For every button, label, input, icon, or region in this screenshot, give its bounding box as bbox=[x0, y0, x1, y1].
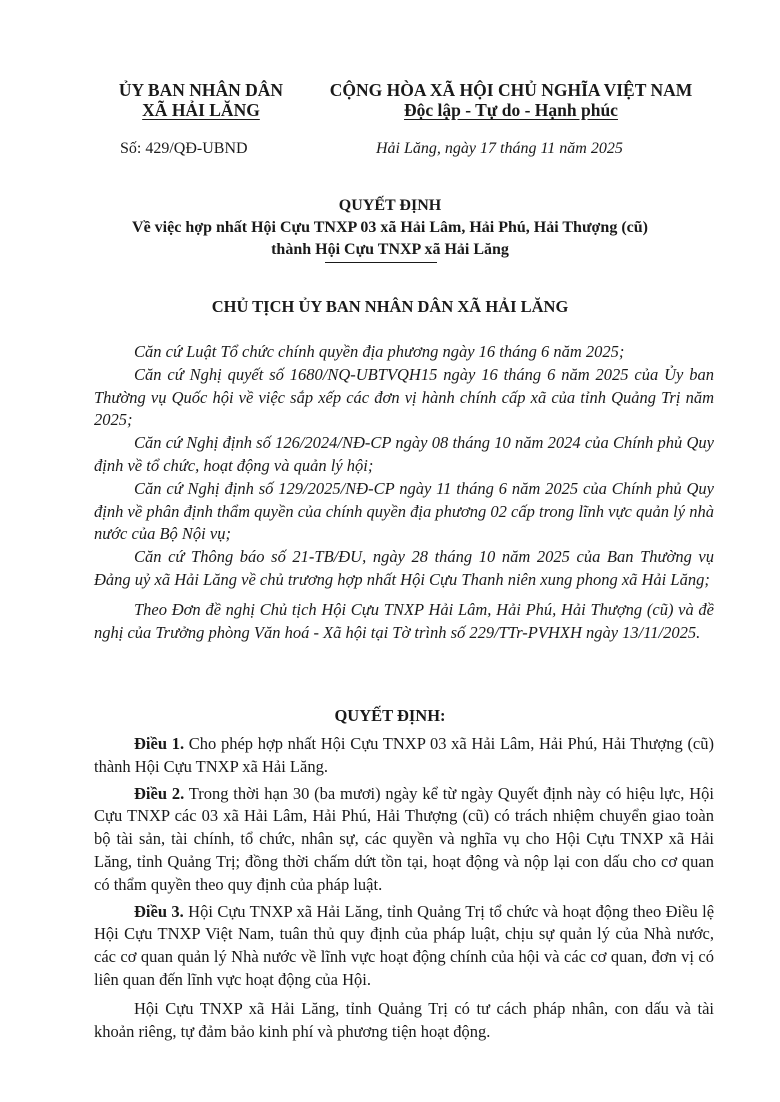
decision-heading: QUYẾT ĐỊNH: bbox=[334, 706, 446, 725]
basis-item: Căn cứ Luật Tổ chức chính quyền địa phương ngày 16 tháng 6 năm 2025; bbox=[134, 342, 625, 361]
article-1-text: Cho phép hợp nhất Hội Cựu TNXP 03 xã Hải Lâm, Hải Phú, Hải Thượng (cũ) thành Hội Cựu TNXP xã Hải Lăng. bbox=[94, 734, 715, 776]
document-title bbox=[60, 195, 720, 261]
title-subject-line1: Về việc hợp nhất Hội Cựu TNXP 03 xã Hải Lâm, Hải Phú, Hải Thượng (cũ) bbox=[132, 219, 648, 236]
article-3-label: Điều 3. bbox=[134, 901, 184, 921]
issuing-authority-line1: ỦY BAN NHÂN DÂN bbox=[118, 80, 284, 100]
issuing-authority bbox=[106, 80, 296, 120]
document-number: Số: 429/QĐ-UBND bbox=[120, 140, 248, 157]
national-motto bbox=[306, 80, 716, 120]
authority-heading: CHỦ TỊCH ỦY BAN NHÂN DÂN XÃ HẢI LĂNG bbox=[211, 297, 569, 316]
article-2-label: Điều 2. bbox=[134, 783, 185, 803]
document-date: Hải Lăng, ngày 17 tháng 11 năm 2025 bbox=[376, 140, 623, 157]
basis-item: Căn cứ Nghị quyết số 1680/NQ-UBTVQH15 ngày 16 tháng 6 năm 2025 của Ủy ban Thường vụ Quốc hội về việc sắp xếp các đơn vị hành chính cấp xã của tỉnh Quảng Trị năm 2025; bbox=[94, 364, 714, 430]
basis-item: Căn cứ Nghị định số 126/2024/NĐ-CP ngày 08 tháng 10 năm 2024 của Chính phủ Quy định về tổ chức, hoạt động và quản lý hội; bbox=[94, 433, 714, 475]
title-subject-line2: thành Hội Cựu TNXP xã Hải Lăng bbox=[271, 241, 509, 258]
closing-paragraph: Hội Cựu TNXP xã Hải Lăng, tỉnh Quảng Trị có tư cách pháp nhân, con dấu và tài khoản riêng, tự đảm bảo kinh phí và phương tiện hoạt động. bbox=[94, 998, 714, 1041]
article-1-label: Điều 1. bbox=[134, 734, 185, 753]
title-underline bbox=[325, 262, 437, 263]
title-heading: QUYẾT ĐỊNH bbox=[338, 197, 442, 214]
basis-item: Căn cứ Nghị định số 129/2025/NĐ-CP ngày 11 tháng 6 năm 2025 của Chính phủ Quy định về phân định thẩm quyền của chính quyền địa phương 02 cấp trong lĩnh vực quản lý nhà nước của Bộ Nội vụ; bbox=[94, 478, 714, 544]
motto-line: Độc lập - Tự do - Hạnh phúc bbox=[404, 100, 618, 120]
issuing-authority-line2: XÃ HẢI LĂNG bbox=[142, 100, 260, 120]
basis-item: Căn cứ Thông báo số 21-TB/ĐU, ngày 28 tháng 10 năm 2025 của Ban Thường vụ Đảng uỷ xã Hải Lăng về chủ trương hợp nhất Hội Cựu Thanh niên xung phong xã Hải Lăng; bbox=[94, 547, 714, 589]
national-name: CỘNG HÒA XÃ HỘI CHỦ NGHĨA VIỆT NAM bbox=[329, 80, 693, 100]
article-2-text: Trong thời hạn 30 (ba mươi) ngày kể từ ngày Quyết định này có hiệu lực, Hội Cựu TNXP các 03 xã Hải Lâm, Hải Phú, Hải Thượng (cũ) có trách nhiệm chuyển giao toàn bộ tài sản, tài chính, tổ chức, nhân sự, các quyền và nghĩa vụ cho Hội Cựu TNXP xã Hải Lăng, tỉnh Quảng Trị; đồng thời chấm dứt tồn tại, hoạt động và nộp lại con dấu cho cơ quan có thẩm quyền theo quy định của pháp luật. bbox=[94, 783, 714, 894]
article-3-text: Hội Cựu TNXP xã Hải Lăng, tỉnh Quảng Trị tổ chức và hoạt động theo Điều lệ Hội Cựu TNXP Việt Nam, tuân thủ quy định của pháp luật, chịu sự quản lý của Nhà nước, các cơ quan quản lý Nhà nước về lĩnh vực hoạt động chính của hội và các cơ quan, đơn vị có liên quan đến lĩnh vực hoạt động của Hội. bbox=[94, 901, 715, 989]
article-2 bbox=[94, 783, 714, 897]
legal-bases bbox=[94, 341, 714, 644]
articles bbox=[94, 733, 714, 1043]
article-1 bbox=[94, 733, 714, 779]
article-3 bbox=[94, 901, 714, 992]
basis-item: Theo Đơn đề nghị Chủ tịch Hội Cựu TNXP Hải Lâm, Hải Phú, Hải Thượng (cũ) và đề nghị của Trưởng phòng Văn hoá - Xã hội tại Tờ trình số 229/TTr-PVHXH ngày 13/11/2025. bbox=[94, 599, 714, 642]
